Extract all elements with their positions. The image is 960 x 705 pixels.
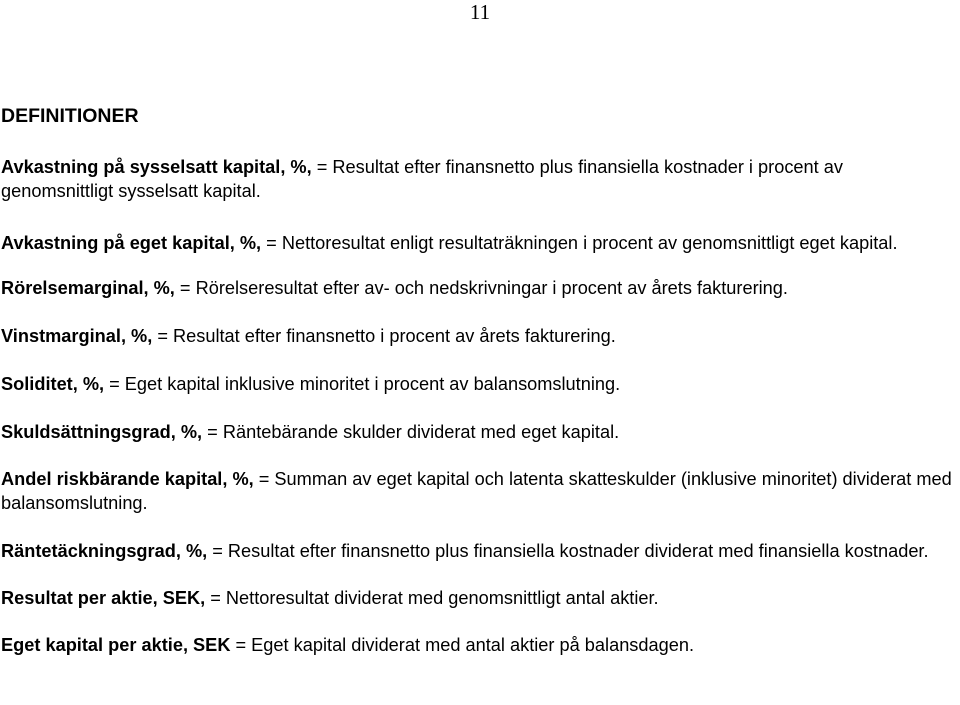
definition-text: = Eget kapital inklusive minoritet i procent av balansomslutning. [104, 374, 621, 394]
definition-term: Vinstmarginal, %, [1, 326, 153, 346]
definitions-list [1, 155, 959, 657]
definition-text: = Resultat efter finansnetto i procent av årets fakturering. [152, 326, 616, 346]
definition-text: = Nettoresultat enligt resultaträkningen i procent av genomsnittligt eget kapital. [261, 233, 898, 253]
definition-term: Resultat per aktie, SEK, [1, 588, 206, 608]
definition-term: Skuldsättningsgrad, %, [1, 422, 203, 442]
definition-item [1, 420, 959, 444]
definition-text: = Eget kapital dividerat med antal aktier på balansdagen. [230, 635, 695, 655]
section-heading: DEFINITIONER [1, 105, 139, 127]
definition-term: Eget kapital per aktie, SEK [1, 635, 231, 655]
definition-text: = Resultat efter finansnetto plus finansiella kostnader dividerat med finansiella kostnader. [207, 541, 929, 561]
definition-text: = Summan av eget kapital och latenta skatteskulder (inklusive minoritet) dividerat med balansomslutning. [1, 469, 952, 513]
definition-term: Räntetäckningsgrad, %, [1, 541, 208, 561]
definition-item [1, 467, 959, 515]
definition-item [1, 372, 959, 396]
definition-item [1, 155, 959, 203]
definition-term: Avkastning på sysselsatt kapital, %, [1, 157, 312, 177]
definition-term: Rörelsemarginal, %, [1, 278, 175, 298]
definition-item [1, 276, 959, 300]
definition-item [1, 586, 959, 610]
definition-term: Soliditet, %, [1, 374, 105, 394]
definition-term: Andel riskbärande kapital, %, [1, 469, 254, 489]
definition-item [1, 324, 959, 348]
definition-item [1, 539, 959, 563]
definition-item [1, 231, 959, 255]
definition-item [1, 633, 959, 657]
definition-text: = Resultat efter finansnetto plus finansiella kostnader i procent av genomsnittligt sysselsatt kapital. [1, 157, 843, 201]
definition-text: = Nettoresultat dividerat med genomsnittligt antal aktier. [205, 588, 659, 608]
definition-text: = Rörelseresultat efter av- och nedskrivningar i procent av årets fakturering. [174, 278, 788, 298]
definition-text: = Räntebärande skulder dividerat med eget kapital. [202, 422, 620, 442]
definition-term: Avkastning på eget kapital, %, [1, 233, 262, 253]
page-number: 11 [469, 0, 491, 24]
